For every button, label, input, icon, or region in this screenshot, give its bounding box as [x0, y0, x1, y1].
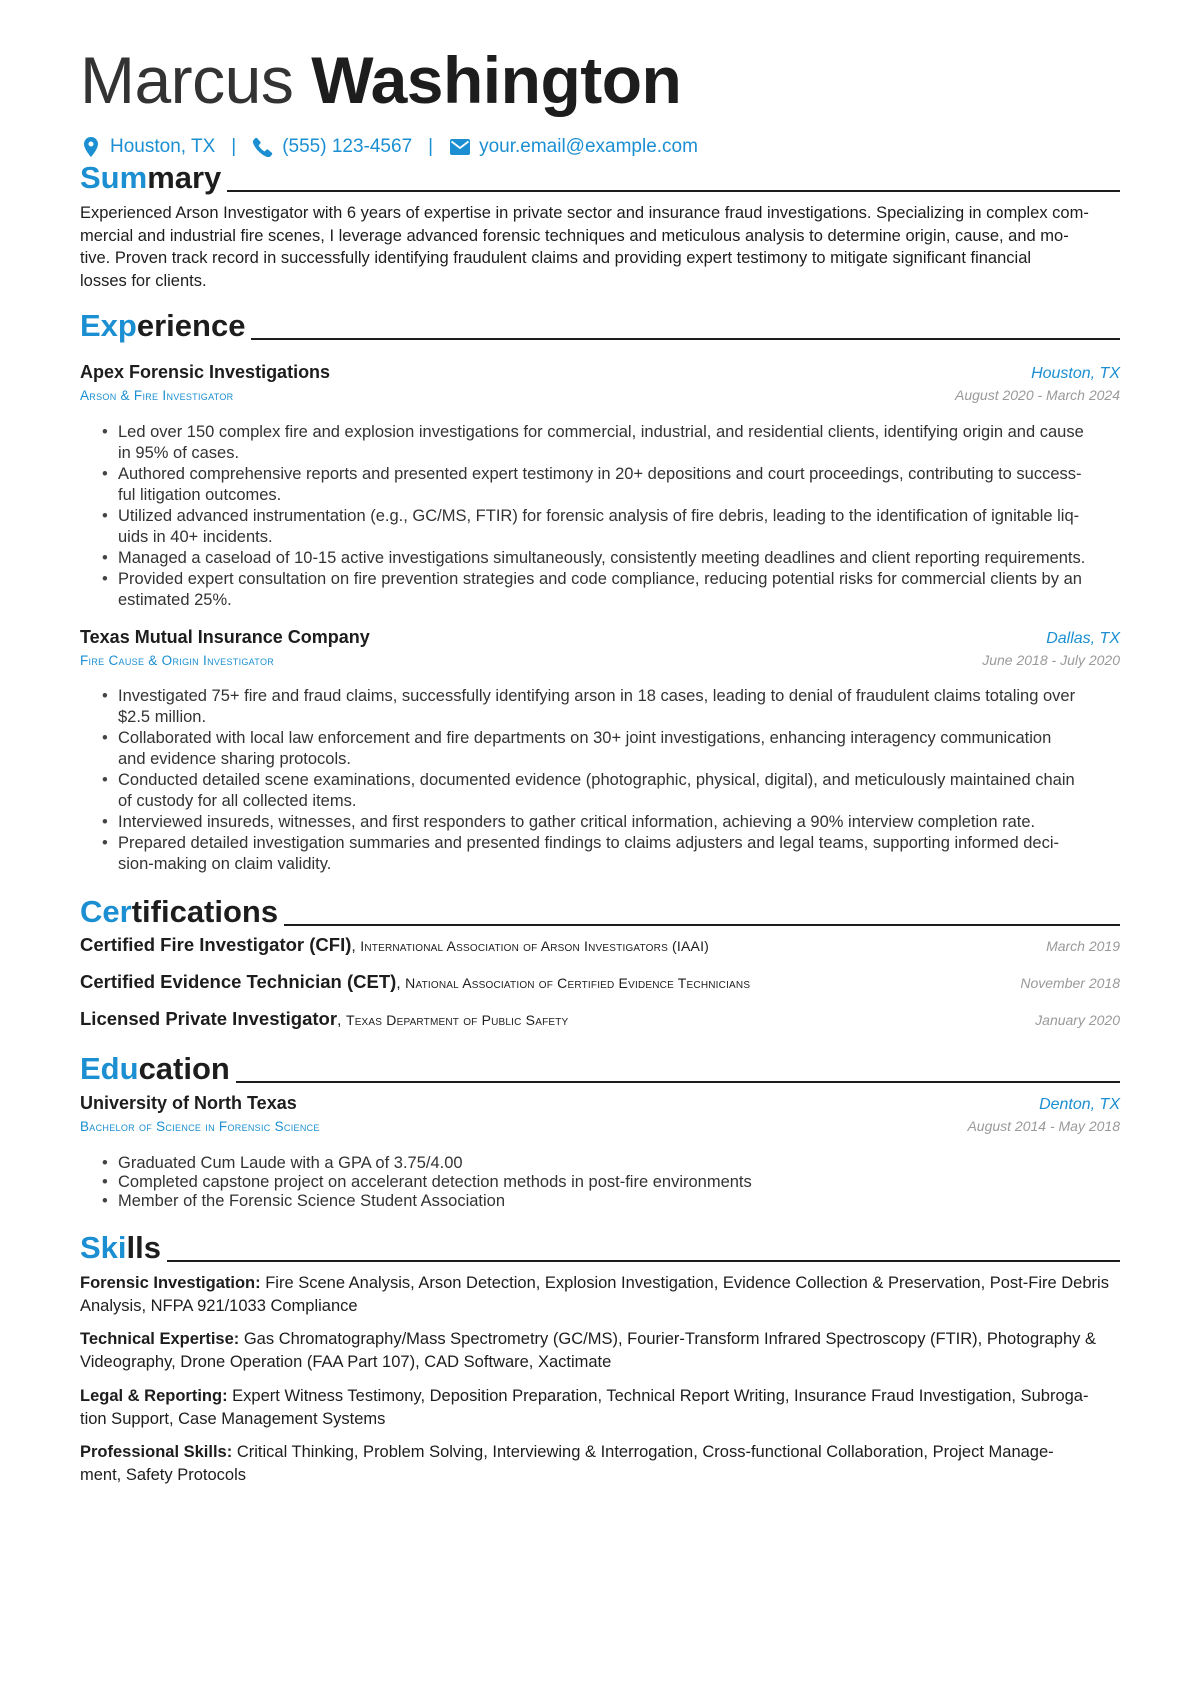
first-name: Marcus — [80, 43, 294, 117]
section-certifications — [80, 890, 1120, 930]
school-name: University of North Texas — [80, 1093, 297, 1113]
certification-date: January 2020 — [1035, 1012, 1120, 1028]
email-icon — [449, 139, 471, 155]
certification-org: International Association of Arson Investigators (IAAI) — [360, 938, 710, 954]
list-item: • Collaborated with local law enforcement and fire departments on 30+ joint investigations, enhancing interagency communication and evidence sharing protocols. — [80, 728, 1120, 770]
certification-org: National Association of Certified Evidence Technicians — [405, 975, 751, 991]
job-subheader — [80, 387, 1120, 407]
list-item: • Interviewed insureds, witnesses, and first responders to gather critical information, achieving a 90% interview completion rate. — [80, 812, 1120, 833]
section-title: Summary — [80, 160, 222, 195]
job-location: Houston, TX — [1031, 365, 1120, 382]
email-link[interactable]: your.email@example.com — [479, 136, 698, 157]
section-title: Education — [80, 1051, 230, 1086]
job-bullets — [80, 686, 1120, 875]
education-header — [80, 1093, 1120, 1117]
phone-icon — [252, 137, 274, 157]
list-item: • Utilized advanced instrumentation (e.g., GC/MS, FTIR) for forensic analysis of fire debris, leading to the identification of ignitable liq- uids in 40+ incidents. — [80, 506, 1120, 548]
certification-date: March 2019 — [1046, 938, 1120, 954]
list-item: • Authored comprehensive reports and presented expert testimony in 20+ depositions and court proceedings, contributing to success- ful litigation outcomes. — [80, 464, 1120, 506]
job-title: Arson & Fire Investigator — [80, 388, 234, 403]
summary-text: Experienced Arson Investigator with 6 years of expertise in private sector and insurance fraud investigations. Specializing in complex com- mercial and industrial fire scenes, I leverage advanced forensic techniques and meticulous analysis to determine origin, cause, and mo- tive. Proven track record in successfully identifying fraudulent claims and providing expert testimony to mitigate significant financial losses for clients. — [80, 204, 1089, 290]
skill-label: Legal & Reporting: — [80, 1387, 228, 1405]
list-item: • Graduated Cum Laude with a GPA of 3.75/4.00 — [80, 1154, 1120, 1173]
phone-text: (555) 123-4567 — [282, 136, 413, 157]
education-subheader — [80, 1118, 1120, 1138]
list-item: • Provided expert consultation on fire prevention strategies and code compliance, reducing potential risks for commercial clients by an estimated 25%. — [80, 569, 1120, 611]
job-dates: August 2020 - March 2024 — [955, 387, 1120, 403]
job-header — [80, 627, 1120, 651]
skill-label: Technical Expertise: — [80, 1330, 240, 1348]
section-title: Experience — [80, 308, 246, 343]
list-item: • Investigated 75+ fire and fraud claims, successfully identifying arson in 18 cases, leading to denial of fraudulent claims totaling over $2.5 million. — [80, 686, 1120, 728]
section-rule — [227, 190, 1120, 192]
skill-group: Professional Skills: Critical Thinking, Problem Solving, Interviewing & Interrogation, Cross-functional Collaboration, Project Manage- ment, Safety Protocols — [80, 1443, 1054, 1484]
degree-name: Bachelor of Science in Forensic Science — [80, 1119, 320, 1134]
certification-org: Texas Department of Public Safety — [345, 1012, 569, 1028]
skill-label: Professional Skills: — [80, 1443, 233, 1461]
list-item: • Conducted detailed scene examinations, documented evidence (photographic, physical, digital), and meticulously maintained chain of custody for all collected items. — [80, 770, 1120, 812]
section-rule — [284, 924, 1120, 926]
skill-label: Forensic Investigation: — [80, 1274, 261, 1292]
list-item: • Led over 150 complex fire and explosion investigations for commercial, industrial, and residential clients, identifying origin and cause in 95% of cases. — [80, 422, 1120, 464]
section-education — [80, 1047, 1120, 1087]
section-rule — [236, 1081, 1120, 1083]
job-location: Dallas, TX — [1046, 630, 1120, 647]
job-title: Fire Cause & Origin Investigator — [80, 653, 275, 668]
section-summary — [80, 156, 1120, 196]
certification-name: Licensed Private Investigator — [80, 1008, 338, 1029]
job-header — [80, 362, 1120, 386]
list-item: • Managed a caseload of 10-15 active investigations simultaneously, consistently meeting deadlines and client reporting requirements. — [80, 548, 1120, 569]
certification-item: Certified Fire Investigator (CFI), International Association of Arson Investigators (IAAI) March 2019 — [80, 934, 1120, 955]
job-bullets — [80, 422, 1120, 611]
school-location: Denton, TX — [1039, 1096, 1120, 1113]
skill-group: Legal & Reporting: Expert Witness Testimony, Deposition Preparation, Technical Report Writing, Insurance Fraud Investigation, Subroga- tion Support, Case Management Systems — [80, 1387, 1089, 1428]
job-dates: June 2018 - July 2020 — [982, 652, 1120, 668]
section-rule — [251, 338, 1120, 340]
contact-separator: | — [428, 136, 434, 157]
list-item: • Prepared detailed investigation summaries and presented findings to claims adjusters and legal teams, supporting informed deci- sion-making on claim validity. — [80, 833, 1120, 875]
company-name: Texas Mutual Insurance Company — [80, 627, 370, 647]
certification-name: Certified Evidence Technician (CET) — [80, 971, 397, 992]
location-text: Houston, TX — [110, 136, 216, 157]
contact-separator: | — [231, 136, 237, 157]
location-pin-icon — [80, 137, 102, 157]
skill-group: Technical Expertise: Gas Chromatography/Mass Spectrometry (GC/MS), Fourier-Transform Infrared Spectroscopy (FTIR), Photography & Videography, Drone Operation (FAA Part 107), CAD Software, Xactimate — [80, 1330, 1097, 1371]
certification-name: Certified Fire Investigator (CFI) — [80, 934, 352, 955]
list-item: • Completed capstone project on accelerant detection methods in post-fire environments — [80, 1173, 1120, 1192]
education-dates: August 2014 - May 2018 — [967, 1118, 1120, 1134]
section-title: Skills — [80, 1230, 161, 1265]
certification-date: November 2018 — [1020, 975, 1120, 991]
candidate-name — [80, 40, 681, 120]
education-bullets — [80, 1154, 1120, 1211]
section-rule — [167, 1260, 1120, 1262]
skill-group: Forensic Investigation: Fire Scene Analysis, Arson Detection, Explosion Investigation, Evidence Collection & Preservation, Post-Fire Debris Analysis, NFPA 921/1033 Compliance — [80, 1274, 1109, 1315]
section-title: Certifications — [80, 894, 279, 929]
certification-item: Certified Evidence Technician (CET), National Association of Certified Evidence Technicians November 2018 — [80, 971, 1120, 992]
section-experience — [80, 304, 1120, 344]
list-item: • Member of the Forensic Science Student Association — [80, 1192, 1120, 1211]
certification-item: Licensed Private Investigator, Texas Department of Public Safety January 2020 — [80, 1008, 1120, 1029]
section-skills — [80, 1226, 1120, 1266]
job-subheader — [80, 652, 1120, 672]
company-name: Apex Forensic Investigations — [80, 362, 331, 382]
last-name: Washington — [311, 43, 682, 117]
